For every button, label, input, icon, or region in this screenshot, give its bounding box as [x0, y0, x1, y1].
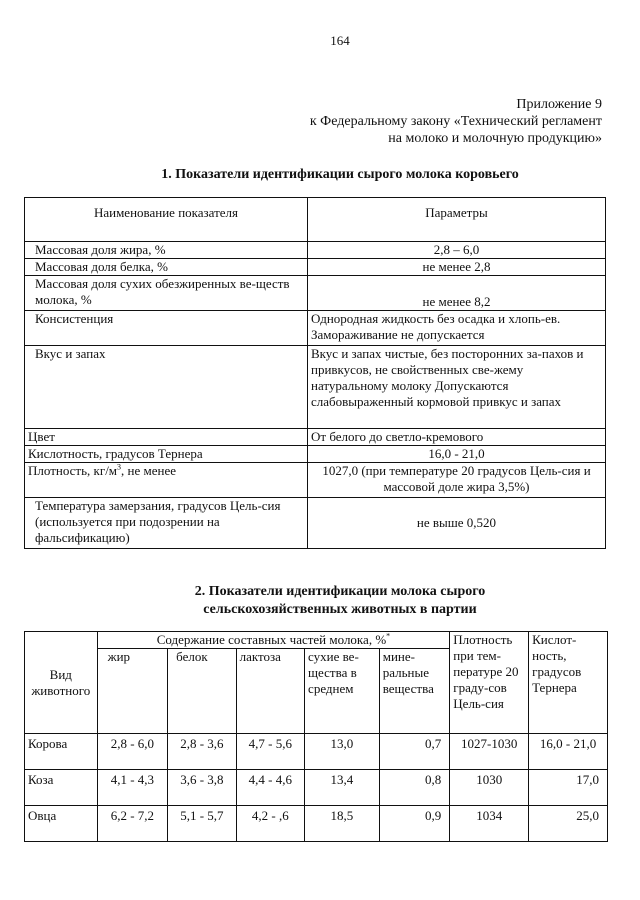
- row-value: Вкус и запах чистые, без посторонних за-пахов и привкусов, не свойственных све-жему натуральному молоку Допускаются слабовыраженный кормовой привкус и запах: [308, 346, 606, 429]
- appendix-line-3: на молоко и молочную продукцию»: [388, 131, 602, 146]
- row-value: 2,8 – 6,0: [308, 242, 606, 259]
- row-name: Массовая доля белка, %: [25, 259, 308, 276]
- footnote-mark: *: [386, 631, 391, 641]
- identification-table-cow: [24, 197, 606, 549]
- header-protein: белок: [168, 649, 236, 734]
- table-row: [25, 770, 608, 806]
- density-label-suffix: , не менее: [121, 463, 177, 478]
- cell-lactose: 4,7 - 5,6: [236, 734, 304, 770]
- cell-minerals: 0,8: [379, 770, 450, 806]
- table-row: [25, 463, 606, 498]
- row-value: 1027,0 (при температуре 20 градусов Цель-сия и массовой доле жира 3,5%): [308, 463, 606, 498]
- section-2-title: [0, 583, 640, 619]
- header-content-label: Содержание составных частей молока, %: [156, 632, 387, 647]
- header-lactose: лактоза: [236, 649, 304, 734]
- appendix-line-2: к Федеральному закону «Технический регламент: [309, 114, 602, 129]
- table-row: [25, 242, 606, 259]
- page-number: 164: [330, 33, 350, 48]
- identification-table-animals: [24, 631, 608, 842]
- header-content-group: [97, 632, 450, 649]
- cell-lactose: 4,2 - ,6: [236, 806, 304, 842]
- row-value: Однородная жидкость без осадка и хлопь-ев. Замораживание не допускается: [308, 311, 606, 346]
- header-parameters: Параметры: [308, 198, 606, 242]
- appendix-caption: [310, 96, 602, 147]
- row-value: не менее 2,8: [308, 259, 606, 276]
- cell-lactose: 4,4 - 4,6: [236, 770, 304, 806]
- cell-acidity: 17,0: [529, 770, 608, 806]
- row-name: [25, 463, 308, 498]
- row-value: От белого до светло-кремового: [308, 429, 606, 446]
- appendix-line-1: Приложение 9: [516, 97, 602, 112]
- cell-dry-solids: 13,0: [305, 734, 380, 770]
- section-2-title-line-2: сельскохозяйственных животных в партии: [203, 602, 477, 617]
- density-unit-sup: 3: [117, 462, 122, 472]
- cell-density: 1027-1030: [450, 734, 529, 770]
- cell-protein: 5,1 - 5,7: [168, 806, 236, 842]
- row-value: не выше 0,520: [308, 498, 606, 549]
- header-dry-solids: сухие ве-щества в среднем: [305, 649, 380, 734]
- header-animal: Вид животного: [25, 632, 98, 734]
- cell-animal: Овца: [25, 806, 98, 842]
- table-row: [25, 446, 606, 463]
- cell-fat: 6,2 - 7,2: [97, 806, 168, 842]
- table-row: [25, 311, 606, 346]
- header-density: Плотность при тем-пературе 20 граду-сов Цель-сия: [450, 632, 529, 734]
- cell-dry-solids: 18,5: [305, 806, 380, 842]
- cell-animal: Коза: [25, 770, 98, 806]
- table-row: [25, 259, 606, 276]
- header-indicator: Наименование показателя: [25, 198, 308, 242]
- cell-minerals: 0,7: [379, 734, 450, 770]
- section-1-title: 1. Показатели идентификации сырого молока коровьего: [161, 167, 519, 182]
- row-name: Массовая доля жира, %: [25, 242, 308, 259]
- row-name: Цвет: [25, 429, 308, 446]
- cell-minerals: 0,9: [379, 806, 450, 842]
- table-header-row: [25, 632, 608, 649]
- cell-protein: 2,8 - 3,6: [168, 734, 236, 770]
- section-2-title-line-1: 2. Показатели идентификации молока сырого: [194, 584, 486, 599]
- row-name: Вкус и запах: [25, 346, 308, 429]
- table-row: [25, 806, 608, 842]
- table-row: [25, 734, 608, 770]
- row-name: Кислотность, градусов Тернера: [25, 446, 308, 463]
- row-name: Консистенция: [25, 311, 308, 346]
- header-fat: жир: [97, 649, 168, 734]
- row-value: 16,0 - 21,0: [308, 446, 606, 463]
- table-row: [25, 346, 606, 429]
- cell-animal: Корова: [25, 734, 98, 770]
- cell-protein: 3,6 - 3,8: [168, 770, 236, 806]
- cell-acidity: 16,0 - 21,0: [529, 734, 608, 770]
- header-acidity: Кислот-ность, градусов Тернера: [529, 632, 608, 734]
- cell-fat: 2,8 - 6,0: [97, 734, 168, 770]
- cell-density: 1030: [450, 770, 529, 806]
- cell-fat: 4,1 - 4,3: [97, 770, 168, 806]
- cell-density: 1034: [450, 806, 529, 842]
- row-name: Массовая доля сухих обезжиренных ве-ществ молока, %: [25, 276, 308, 311]
- cell-dry-solids: 13,4: [305, 770, 380, 806]
- table-row: [25, 429, 606, 446]
- table-header-row: [25, 198, 606, 242]
- cell-acidity: 25,0: [529, 806, 608, 842]
- row-name: Температура замерзания, градусов Цель-сия (используется при подозрении на фальсификацию): [25, 498, 308, 549]
- header-minerals: мине-ральные вещества: [379, 649, 450, 734]
- row-value: не менее 8,2: [308, 276, 606, 311]
- density-label: Плотность, кг/м: [28, 463, 118, 478]
- table-row: [25, 276, 606, 311]
- table-row: [25, 498, 606, 549]
